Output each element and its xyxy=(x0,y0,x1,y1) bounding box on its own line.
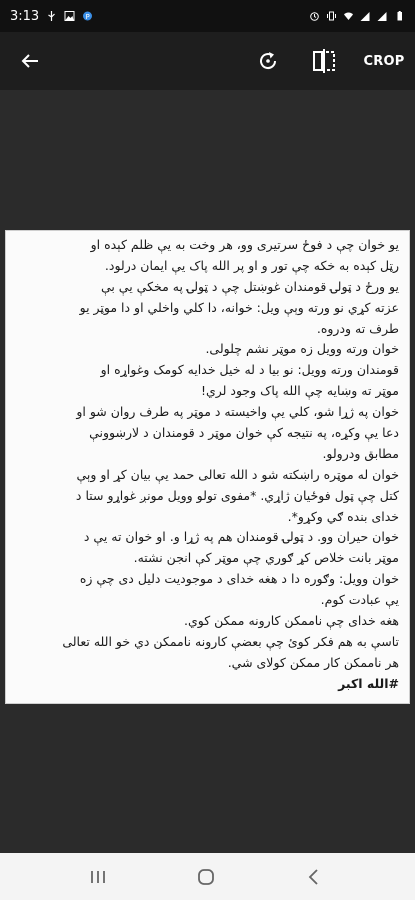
back-button[interactable] xyxy=(12,32,48,90)
back-chevron-icon xyxy=(306,868,322,886)
document-text-line: مطابق ودرولو. xyxy=(322,445,399,461)
vibrate-icon xyxy=(326,11,337,21)
status-bar-left xyxy=(10,9,93,24)
document-text-line: خوان حیران وو. د ټولۍ قومندان هم په ژړا و. او خوان ته یې د xyxy=(83,529,399,545)
crop-button[interactable] xyxy=(358,32,410,90)
document-text-line: قومندان ورته وویل: نو بیا د له خیل خدایه کومک وغواړه او xyxy=(100,362,399,378)
document-text-line: خوان له موټره راښکته شو د الله تعالی حمد یې بیان کړ او وېې xyxy=(76,466,399,482)
document-text-line: کتل چې ټول فوځیان ژاړي. *مفوی تولو وویل مونږ غواړو ستا د xyxy=(75,487,399,503)
document-text-line: خوان وویل: وګوره دا د هغه خدای د موجودیت دلیل دی چې زه xyxy=(79,571,399,587)
document-text-line: هغه خدای چې ناممکن کارونه ممکن کوي. xyxy=(183,613,399,629)
document-text-line: یو ورځ د ټولۍ قومندان غوښتل چې د ټولۍ په مخکې یې بې xyxy=(100,278,399,294)
p-badge-icon xyxy=(82,11,93,21)
flip-button[interactable] xyxy=(306,32,342,90)
signal-icon-2 xyxy=(377,11,388,21)
document-text-line: موټر ته وښایه چې الله پاک وجود لري! xyxy=(200,383,399,399)
status-bar xyxy=(0,0,415,32)
wifi-icon xyxy=(343,11,354,21)
document-text-line: عزته کړي نو ورته وېې ویل: خوانه، دا کلي واخلي او دا موټر یو xyxy=(79,299,399,315)
document-text-line: خوان په ژړا شو، کلي یې واخیسته د موټر په طرف روان شو او xyxy=(76,404,399,420)
svg-text:P: P xyxy=(85,13,90,21)
document-signature: #الله اکبر xyxy=(338,675,399,691)
recent-apps-icon xyxy=(89,869,107,885)
document-text-line: دعا یې وکړه، په نتیجه کې خوان موټر د قومندان د لارښوونې xyxy=(89,425,399,441)
document-text-line: رټل کېده به خکه چې تور و او پر الله پاک یې ایمان درلود. xyxy=(104,257,399,273)
document-text-line: خدای بنده ګي وکړو*. xyxy=(287,508,399,524)
flip-icon xyxy=(311,48,337,74)
document-text-line: یې عبادت کوم. xyxy=(320,592,399,608)
crop-label: CROP xyxy=(363,53,405,69)
status-bar-right xyxy=(309,11,405,21)
battery-icon xyxy=(394,11,405,21)
home-button[interactable] xyxy=(176,853,236,900)
rotate-icon xyxy=(256,49,280,73)
alarm-icon xyxy=(309,11,320,21)
arrow-left-icon xyxy=(20,51,40,71)
editor-toolbar xyxy=(0,32,415,90)
document-text-line: یو خوان چې د فوځ سرتیری وو، هر وخت به یې ظلم کېده او xyxy=(90,237,399,252)
clock: 3:13 xyxy=(10,8,40,24)
image-icon xyxy=(64,11,75,21)
usb-icon xyxy=(46,11,57,21)
document-photo[interactable] xyxy=(5,230,410,704)
recent-apps-button[interactable] xyxy=(68,853,128,900)
document-text-line: موټر بانت خلاص کړ ګوري چې موټر کې انجن نشته. xyxy=(133,550,399,566)
signal-icon xyxy=(360,11,371,21)
document-text-line: طرف ته ودروه. xyxy=(316,320,399,336)
document-text-line: تاسې به هم فکر کوئ چې بعضې کارونه ناممکن دي خو الله تعالی xyxy=(62,633,399,649)
document-text-line: خوان ورته وویل زه موټر نشم چلولی. xyxy=(205,341,399,357)
home-icon xyxy=(196,867,216,887)
image-workspace xyxy=(0,90,415,853)
system-nav-bar xyxy=(0,853,415,900)
document-text-line: هر ناممکن کار ممکن کولای شي. xyxy=(227,654,399,670)
system-back-button[interactable] xyxy=(284,853,344,900)
rotate-button[interactable] xyxy=(250,32,286,90)
